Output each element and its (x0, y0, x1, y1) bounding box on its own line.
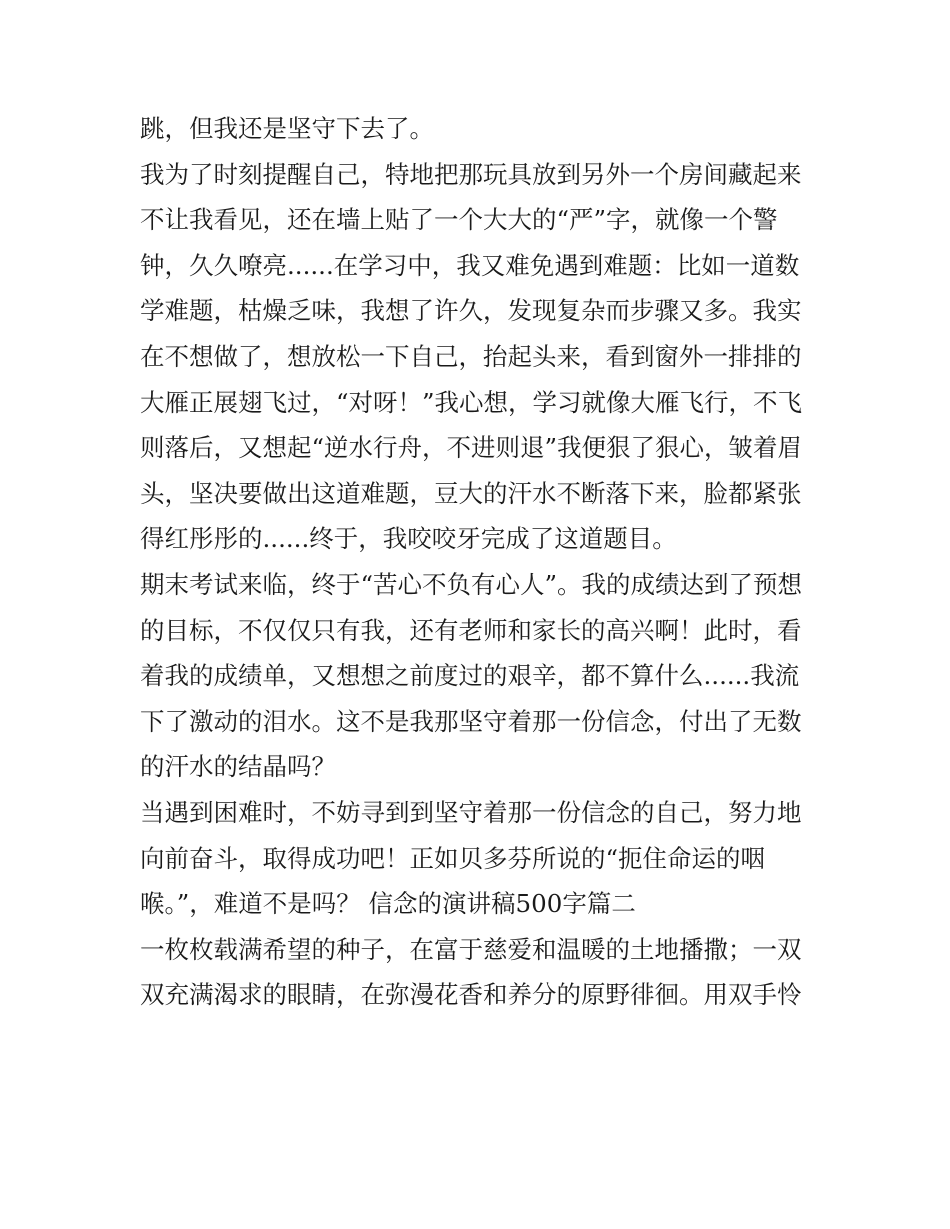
text-line: 期末考试来临，终于“苦心不负有心人”。我的成绩达到了预想 (140, 569, 803, 599)
text-line: 钟，久久嘹亮......在学习中，我又难免遇到难题：比如一道数 (140, 250, 800, 280)
text-line: 的目标，不仅仅只有我，还有老师和家长的高兴啊！此时，看 (140, 615, 802, 645)
text-line: 的汗水的结晶吗？ (140, 752, 336, 782)
text-line: 喉。”，难道不是吗？ 信念的演讲稿500字篇二 (140, 889, 636, 919)
text-line: 则落后，又想起“逆水行舟，不进则退”我便狠了狠心，皱着眉 (140, 433, 803, 463)
text-line: 下了激动的泪水。这不是我那坚守着那一份信念，付出了无数 (140, 706, 802, 736)
text-line: 我为了时刻提醒自己，特地把那玩具放到另外一个房间藏起来 (140, 159, 802, 189)
text-line: 着我的成绩单，又想想之前度过的艰辛，都不算什么......我流 (140, 661, 800, 691)
text-line: 不让我看见，还在墙上贴了一个大大的“严”字，就像一个警 (140, 205, 778, 235)
text-line: 在不想做了，想放松一下自己，抬起头来，看到窗外一排排的 (140, 341, 802, 371)
text-line: 跳，但我还是坚守下去了。 (140, 114, 434, 143)
document-body (140, 106, 820, 1018)
text-line: 当遇到困难时，不妨寻到到坚守着那一份信念的自己，努力地 (140, 797, 802, 827)
text-line: 学难题，枯燥乏味，我想了许久，发现复杂而步骤又多。我实 (140, 296, 802, 326)
text-line: 一枚枚载满希望的种子，在富于慈爱和温暖的土地播撒；一双 (140, 934, 802, 964)
text-line: 头，坚决要做出这道难题，豆大的汗水不断落下来，脸都紧张 (140, 478, 802, 508)
text-line: 双充满渴求的眼睛，在弥漫花香和养分的原野徘徊。用双手怜 (140, 980, 802, 1010)
text-line: 大雁正展翅飞过，“对呀！”我心想，学习就像大雁飞行，不飞 (140, 387, 803, 417)
text-line: 得红彤彤的......终于，我咬咬牙完成了这道题目。 (140, 524, 677, 554)
text-line: 向前奋斗，取得成功吧！正如贝多芬所说的“扼住命运的咽 (140, 843, 766, 873)
